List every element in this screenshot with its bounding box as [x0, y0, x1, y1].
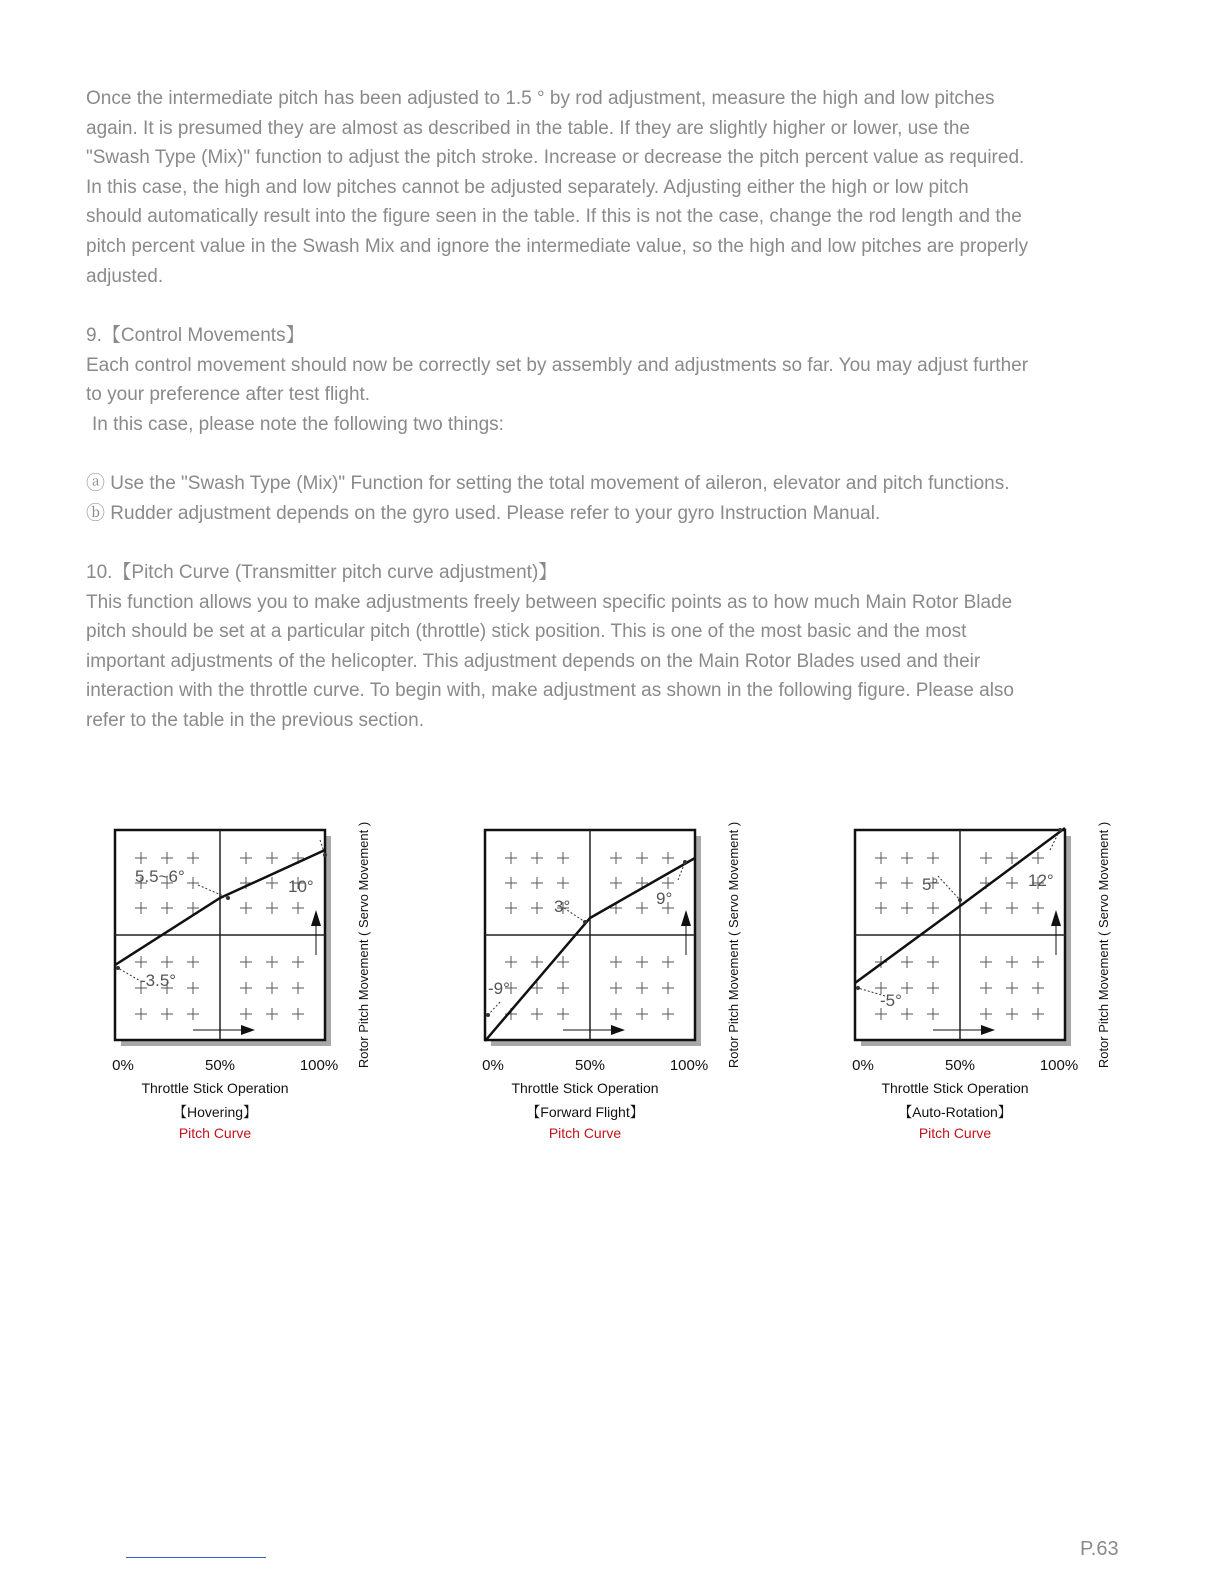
chart-mode: 【Auto-Rotation】 — [898, 1104, 1012, 1120]
intro-line: Once the intermediate pitch has been adjusted to 1.5 ° by rod adjustment, measure the high and low pitches — [86, 88, 995, 109]
x-tick-label: 100% — [1039, 1057, 1079, 1074]
section-control-movements — [86, 321, 1126, 529]
annotation-arrow-tip — [583, 920, 587, 924]
intro-line: pitch percent value in the Swash Mix and ignore the intermediate value, so the high and low pitches are properly — [86, 235, 1029, 257]
x-tick-label: 0% — [852, 1057, 874, 1074]
x-tick-label: 0% — [112, 1057, 134, 1074]
pitch-curve-plot — [110, 800, 410, 1080]
x-tick-label: 100% — [669, 1057, 709, 1074]
x-tick-label: 50% — [944, 1057, 976, 1074]
x-tick-label: 50% — [574, 1057, 606, 1074]
annotation-arrow-tip — [958, 898, 962, 902]
section-line: interaction with the throttle curve. To begin with, make adjustment as shown in the following figure. Please also — [86, 680, 1014, 702]
section-note: In this case, please note the following two things: — [92, 413, 504, 435]
footer-link-underline — [126, 1557, 266, 1558]
intro-line: again. It is presumed they are almost as described in the table. If they are slightly higher or lower, use the — [86, 117, 970, 139]
intro-line: should automatically result into the figure seen in the table. If this is not the case, change the rod length and the — [86, 206, 1022, 228]
pitch-curve-chart — [110, 800, 410, 1160]
intro-line: In this case, the high and low pitches cannot be adjusted separately. Adjusting either the high or low pitch — [86, 176, 969, 198]
pitch-annotation: 9° — [656, 889, 673, 908]
section-line: Each control movement should now be correctly set by assembly and adjustments so far. You may adjust further — [86, 354, 1029, 376]
pitch-curve-chart — [850, 800, 1150, 1160]
x-tick-label: 50% — [204, 1057, 236, 1074]
list-item-b: ⓑ Rudder adjustment depends on the gyro used. Please refer to your gyro Instruction Manual. — [86, 502, 881, 524]
chart-mode: 【Hovering】 — [172, 1104, 258, 1120]
x-tick-label: 0% — [482, 1057, 504, 1074]
section-line: This function allows you to make adjustments freely between specific points as to how much Main Rotor Blade — [86, 591, 1013, 613]
y-axis-label: Rotor Pitch Movement ( Servo Movement ) — [726, 821, 741, 1069]
pitch-annotation: 10° — [288, 877, 314, 896]
list-item-a: ⓐ Use the "Swash Type (Mix)" Function for setting the total movement of aileron, elevator and pitch functions. — [86, 473, 1010, 495]
intro-line: "Swash Type (Mix)" function to adjust the pitch stroke. Increase or decrease the pitch percent value as required. — [86, 147, 1025, 169]
pitch-annotation: -3.5° — [140, 971, 177, 990]
pitch-annotation: 12° — [1028, 871, 1054, 890]
pitch-curve-figures — [0, 800, 1224, 1160]
annotation-arrow-tip — [116, 966, 120, 970]
pitch-curve-chart — [480, 800, 780, 1160]
chart-caption: Pitch Curve — [918, 1125, 992, 1141]
pitch-annotation: 3° — [554, 897, 571, 916]
annotation-arrow-tip — [683, 860, 687, 864]
intro-text — [86, 84, 1126, 291]
pitch-annotation: 5.5~6° — [135, 867, 185, 886]
annotation-arrow-tip — [1058, 828, 1062, 832]
annotation-arrow-tip — [323, 853, 327, 857]
x-axis-label: Throttle Stick Operation — [881, 1080, 1029, 1096]
section-line: pitch should be set at a particular pitch (throttle) stick position. This is one of the most basic and the most — [86, 621, 967, 643]
y-axis-label: Rotor Pitch Movement ( Servo Movement ) — [1096, 821, 1111, 1069]
pitch-annotation: -5° — [880, 991, 902, 1010]
section-pitch-curve — [86, 558, 1126, 736]
y-axis-label: Rotor Pitch Movement ( Servo Movement ) — [356, 821, 371, 1069]
section-line: refer to the table in the previous section. — [86, 709, 424, 731]
pitch-annotation: 5° — [922, 875, 939, 894]
intro-paragraph — [86, 84, 1126, 291]
section-heading: 9.【Control Movements】 — [86, 325, 305, 346]
pitch-annotation: -9° — [488, 979, 510, 998]
pitch-curve-plot — [480, 800, 780, 1080]
annotation-arrow-tip — [486, 1013, 490, 1017]
chart-caption: Pitch Curve — [178, 1125, 252, 1141]
annotation-arrow-tip — [226, 896, 230, 900]
x-tick-label: 100% — [299, 1057, 339, 1074]
x-axis-label: Throttle Stick Operation — [511, 1080, 659, 1096]
section-heading: 10.【Pitch Curve (Transmitter pitch curve adjustment)】 — [86, 562, 558, 583]
page-number: P.63 — [1080, 1538, 1119, 1560]
annotation-arrow-tip — [856, 986, 860, 990]
section-line: to your preference after test flight. — [86, 384, 371, 406]
pitch-curve-plot — [850, 800, 1150, 1080]
x-axis-label: Throttle Stick Operation — [141, 1080, 289, 1096]
chart-caption: Pitch Curve — [548, 1125, 622, 1141]
intro-line: adjusted. — [86, 265, 164, 287]
chart-mode: 【Forward Flight】 — [526, 1104, 644, 1120]
section-line: important adjustments of the helicopter. This adjustment depends on the Main Rotor Blades used and their — [86, 650, 981, 672]
